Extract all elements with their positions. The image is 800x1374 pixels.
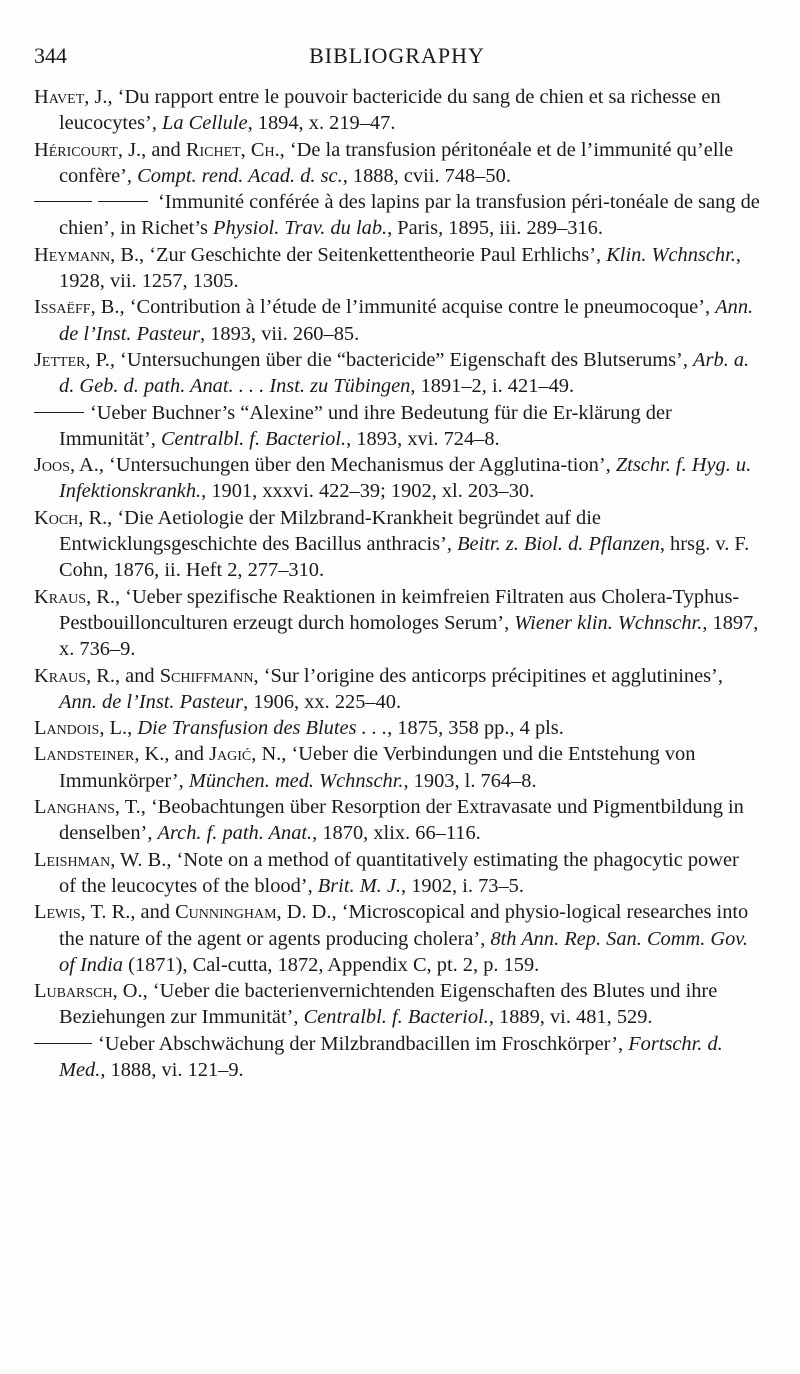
bib-entry [34,741,760,794]
bibliography-list [34,84,760,1083]
bib-entry [34,715,760,741]
coauthor: Richet, Ch., [185,138,285,161]
journal: Fortschr. d. Med. [59,1032,723,1081]
bib-entry [34,137,760,190]
citation-details: , hrsg. v. F. Cohn, 1876, ii. Heft 2, 277–310. [59,533,750,582]
bib-entry [34,899,760,978]
author: Koch, R., [34,506,113,529]
article-title: ‘Immunité conférée à des lapins par la transfusion péri-tonéale de sang de chien’, in Richet’s [59,191,760,240]
author: Jetter, P., [34,348,115,371]
conjunction: and [169,743,210,766]
bib-entry [34,189,760,242]
bib-entry [34,584,760,663]
author: Lubarsch, O., [34,980,148,1003]
article-title: ‘Du rapport entre le pouvoir bactericide du sang de chien et sa richesse en leucocytes’, [59,86,721,135]
article-title: ‘Ueber die Verbindungen und die Entstehung von Immunkörper’, [59,743,696,792]
author: Joos, A., [34,454,104,477]
citation-details: , 1870, xlix. 66–116. [312,822,481,845]
author: Lewis, T. R., [34,901,136,924]
article-title: ‘Microscopical and physio-logical researches into the nature of the agent or agents producing cholera’, [59,901,749,950]
citation-details: , 1902, i. 73–5. [401,874,524,897]
bib-entry [34,242,760,295]
citation-details: , 1901, xxxvi. 422–39; 1902, xl. 203–30. [201,480,535,503]
conjunction: and [146,138,186,161]
author: Havet, J., [34,86,113,108]
author: Langhans, T., [34,796,146,819]
citation-details: , Paris, 1895, iii. 289–316. [387,217,603,240]
bib-entry [34,794,760,847]
bib-entry [34,505,760,584]
journal: Beitr. z. Biol. d. Pflanzen [457,533,660,556]
citation-details: , 1893, xvi. 724–8. [346,427,500,450]
article-title: ‘Contribution à l’étude de l’immunité acquise contre le pneumocoque’, [124,296,716,319]
author: Issaëff, B., [34,296,125,319]
journal: Physiol. Trav. du lab. [213,217,388,240]
article-title: ‘Beobachtungen über Resorption der Extravasate und Pigmentbildung in denselben’, [59,796,744,845]
article-title: ‘Ueber Buchner’s “Alexine” und ihre Bedeutung für die Er-klärung der Immunität’, [59,401,672,450]
article-title: ‘Ueber spezifische Reaktionen in keimfreien Filtraten aus Cholera-Typhus-Pestbouillonculturen erzeugt durch homologes Serum’, [59,585,740,634]
article-title: ‘Zur Geschichte der Seitenkettentheorie Paul Erhlichs’, [144,243,607,266]
bib-entry [34,294,760,347]
coauthor: Jagić, N., [209,743,287,766]
bib-entry [34,347,760,400]
bib-entry [34,1031,760,1084]
citation-details: , 1888, cvii. 748–50. [342,164,511,187]
conjunction: and [120,664,160,687]
citation-details: , 1889, vi. 481, 529. [488,1006,653,1029]
citation-details: (1871), Cal-cutta, 1872, Appendix C, pt. 2, p. 159. [123,953,540,976]
author: Landois, L., [34,717,133,740]
article-title: ‘Die Aetiologie der Milzbrand-Krankheit begründet auf die Entwicklungsgeschichte des Bacillus anthracis’, [59,506,601,556]
citation-details: , 1888, vi. 121–9. [100,1058,244,1081]
journal: Ztschr. f. Hyg. u. Infektionskrankh. [59,454,752,503]
journal: München. med. Wchnschr. [188,769,404,792]
article-title: ‘Untersuchungen über den Mechanismus der Agglutina-tion’, [103,454,616,477]
citation-details: , 1875, 358 pp., 4 pls. [387,717,564,740]
citation-details: , 1893, vii. 260–85. [200,322,360,345]
journal: Compt. rend. Acad. d. sc. [137,164,343,187]
author: Landsteiner, K., [34,743,170,766]
running-header [34,41,760,71]
journal: Arch. f. path. Anat. [157,822,313,845]
bib-entry [34,84,760,137]
journal: Klin. Wchnschr. [606,243,736,266]
citation-details: , 1928, vii. 1257, 1305. [59,243,742,293]
author: Héricourt, J., [34,138,147,161]
article-title: ‘Sur l’origine des anticorps précipitines et agglutinines’, [258,664,723,687]
article-title: ‘Untersuchungen über die “bactericide” Eigenschaft des Blutserums’, [114,348,694,371]
ditto-rule [34,1043,92,1044]
article-title: ‘Note on a method of quantitatively estimating the phagocytic power of the leucocytes of the blood’, [59,848,739,897]
journal: Brit. M. J. [317,874,402,897]
author: Leishman, W. B., [34,848,172,871]
conjunction: and [135,901,176,924]
article-title: ‘De la transfusion péritonéale et de l’immunité qu’elle confère’, [59,138,734,187]
page-number: 344 [34,43,67,68]
citation-details: , 1906, xx. 225–40. [243,690,402,713]
author: Kraus, R., [34,664,121,687]
running-title: BIBLIOGRAPHY [309,43,485,68]
author: Heymann, B., [34,243,145,266]
citation-details: , 1894, x. 219–47. [247,112,396,135]
article-title: ‘Ueber die bacterienvernichtenden Eigenschaften des Blutes und ihre Beziehungen zur Immunität’, [59,980,718,1029]
bib-entry [34,978,760,1031]
ditto-rule [98,201,148,202]
bib-entry [34,663,760,716]
journal: Ann. de l’Inst. Pasteur [59,296,754,345]
author: Kraus, R., [34,585,121,608]
ditto-rule [34,412,84,413]
book-title: Die Transfusion des Blutes . . . [137,717,388,740]
bib-entry [34,400,760,453]
bib-entry [34,847,760,900]
bib-entry [34,452,760,505]
article-title: ‘Ueber Abschwächung der Milzbrandbacillen im Froschkörper’, [98,1032,629,1055]
journal: Centralbl. f. Bacteriol. [303,1006,489,1029]
journal: Centralbl. f. Bacteriol. [160,427,347,450]
journal: Wiener klin. Wchnschr. [514,611,703,634]
coauthor: Cunningham, D. D., [175,901,337,924]
citation-details: , 1903, l. 764–8. [403,769,537,792]
ditto-rule [34,201,92,202]
journal: Arb. a. d. Geb. d. path. Anat. . . . Inst. zu Tübingen [59,348,750,398]
citation-details: , 1897, x. 736–9. [59,611,759,661]
journal: 8th Ann. Rep. San. Comm. Gov. of India [59,927,748,976]
journal: La Cellule [162,112,248,135]
citation-details: , 1891–2, i. 421–49. [410,375,575,398]
coauthor: Schiffmann, [159,664,259,687]
journal: Ann. de l’Inst. Pasteur [59,690,244,713]
